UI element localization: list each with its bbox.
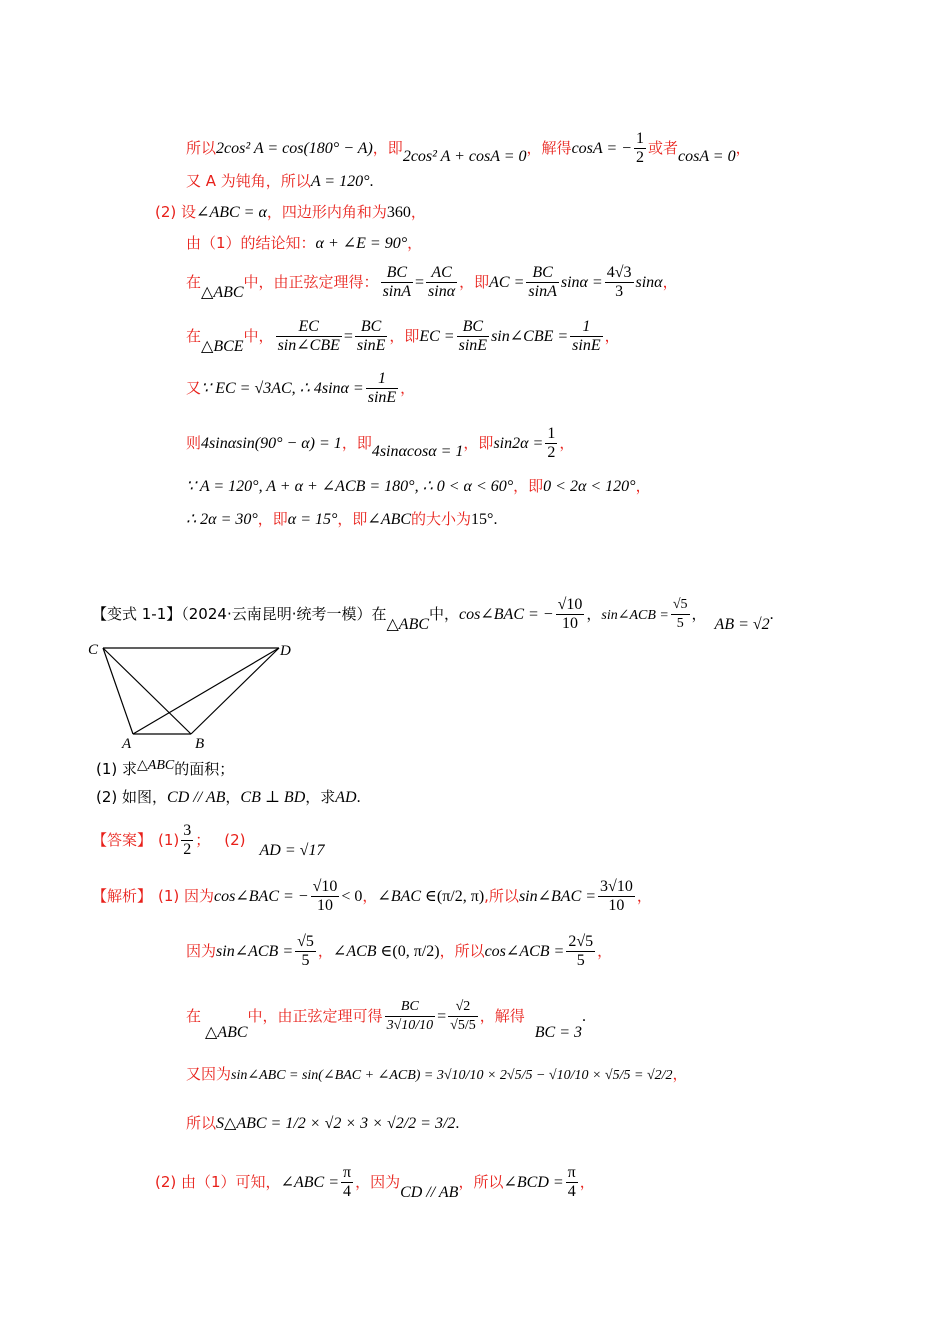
text: .: [769, 606, 774, 623]
formula: CB ⊥ BD: [240, 789, 306, 806]
formula: EC =: [419, 328, 455, 345]
formula: ∠BCD =: [503, 1174, 564, 1191]
formula: AB = √2: [714, 616, 770, 633]
fraction: $\frac{√5}{5}$: [297, 933, 314, 969]
fraction: $\frac{2√5}{5}$: [568, 933, 594, 969]
text: ，: [604, 327, 620, 345]
point-label-a: A: [122, 736, 132, 752]
analysis-line1: [92, 878, 652, 915]
text: 又因为: [186, 1065, 232, 1083]
formula: sin∠ACB =: [601, 608, 669, 623]
formula: ∴ 2α = 30°: [186, 511, 258, 528]
text: ，: [407, 234, 423, 252]
text: ，解得: [479, 1007, 525, 1025]
text: 中，由正弦定理得：: [243, 273, 379, 291]
formula: △ABC: [201, 284, 244, 301]
number: 360: [386, 204, 411, 221]
formula: cos∠ACB =: [484, 943, 565, 960]
text: ，: [362, 887, 378, 905]
segment-ad: [133, 648, 279, 734]
fraction: $\frac{1}{2}$: [547, 425, 556, 461]
point-label-c: C: [88, 642, 99, 658]
part2-line1: [155, 202, 426, 223]
text: (2) 设: [155, 203, 197, 221]
part2-line5: [186, 370, 415, 407]
point-label-b: B: [195, 736, 205, 752]
text: 在: [186, 327, 202, 345]
formula: < 0: [341, 888, 363, 905]
formula: AC =: [489, 274, 525, 291]
formula: 2cos² A + cosA = 0: [402, 148, 527, 165]
text: 中，: [243, 327, 274, 345]
part2-line8: [186, 509, 497, 530]
text: 又: [186, 379, 202, 397]
formula: △ABC: [386, 616, 430, 633]
fraction: $\frac{AC}{\sin\alpha}$: [428, 264, 456, 300]
text: (1) 求: [96, 760, 138, 778]
fraction: $\frac{3√10}{10}$: [600, 878, 633, 914]
text: ，: [636, 887, 652, 905]
fraction: $\frac{BC}{3√10/10}$: [386, 999, 434, 1033]
text: 的大小为: [411, 510, 472, 528]
formula: A = 120°: [310, 173, 370, 190]
segment-ca: [103, 648, 133, 734]
formula: cos∠BAC = −: [214, 888, 309, 905]
formula: (π/2, π): [436, 888, 485, 905]
text: (2) 如图，: [96, 788, 168, 806]
text: .: [493, 511, 498, 528]
text: ，即: [459, 273, 490, 291]
part2-line6: [186, 425, 574, 462]
part2-line3: 在△ABC中，由正弦定理得： $\frac{BC}{\sin A}$ = $\frac{AC}{\sin\alpha}$ ，即AC = $\frac{BC}{\sin A}$ sinα = $\frac{4√3}{3}$ sinα，: [186, 264, 678, 301]
text: 则: [186, 434, 202, 452]
fraction: $\frac{√5}{5}$: [672, 597, 688, 631]
formula: CD // AB: [400, 1184, 459, 1201]
text: .: [455, 1115, 460, 1132]
fraction: $\frac{\pi}{4}$: [342, 1164, 352, 1200]
text: ,所以: [484, 887, 519, 905]
formula: sin∠ACB =: [216, 943, 294, 960]
formula: cosA = −: [571, 140, 632, 157]
fraction: $\frac{3}{2}$: [183, 822, 192, 858]
text: 在: [186, 273, 202, 291]
text: 由（1）的结论知：: [186, 234, 316, 252]
text: ；: [195, 831, 211, 849]
formula: 4sinαcosα = 1: [371, 443, 464, 460]
text: 因为: [186, 942, 217, 960]
formula: sin2α =: [493, 435, 544, 452]
part1-line1: [186, 130, 751, 167]
text: .: [369, 173, 374, 190]
part2-line7: [186, 476, 651, 497]
formula: sin∠BAC =: [518, 888, 597, 905]
fraction: $\frac{BC}{\sin E}$: [356, 318, 386, 354]
text: ，: [691, 605, 707, 623]
formula: AD = √17: [259, 842, 325, 859]
text: ，: [559, 434, 575, 452]
text: ，所以: [458, 1173, 504, 1191]
formula: sinα: [635, 274, 663, 291]
formula: AD: [335, 789, 357, 806]
formula: 0 < 2α < 120°: [543, 478, 636, 495]
answer-line: [92, 822, 324, 859]
text: 或者: [647, 139, 678, 157]
fraction: $\frac{EC}{\text{sin∠CBE}}$: [277, 318, 340, 354]
point-label-d: D: [280, 643, 291, 659]
formula: sinα =: [560, 274, 603, 291]
text: ，: [735, 139, 751, 157]
analysis-line2: [186, 933, 612, 970]
analysis-line4: [186, 1064, 688, 1086]
formula: △ABC: [205, 1024, 248, 1041]
text: ，: [635, 477, 651, 495]
formula: ∠ABC = α: [196, 204, 267, 221]
fraction: $\frac{1}{\sin E}$: [572, 318, 601, 354]
formula: 4sinαsin(90° − α) = 1: [201, 435, 342, 452]
text: 中，由正弦定理可得: [247, 1007, 383, 1025]
text: ，因为: [355, 1173, 401, 1191]
formula: BC = 3: [534, 1024, 583, 1041]
variant-question-2: [96, 787, 361, 808]
formula: =: [437, 1008, 447, 1025]
variant-label: 【变式 1-1】（2024·云南昆明·统考一模）在: [92, 605, 387, 623]
fraction: $\frac{1}{\sin E}$: [367, 370, 397, 406]
geometry-figure: [85, 638, 305, 753]
formula: ∵ EC = √3AC, ∴ 4sinα =: [201, 380, 364, 397]
text: .: [356, 789, 361, 806]
formula: S△ABC = 1/2 × √2 × 3 × √2/2 = 3/2: [216, 1115, 456, 1132]
text: ，即: [341, 434, 372, 452]
text: ，: [410, 203, 426, 221]
text: 中，: [429, 605, 460, 623]
formula: 2cos² A = cos(180° − A): [216, 140, 373, 157]
variant-question-1: [96, 759, 234, 781]
analysis-line5: [186, 1113, 459, 1134]
analysis-line3: [186, 998, 587, 1041]
fraction: $\frac{√2}{√5/5}$: [450, 999, 476, 1033]
text: (2): [224, 831, 246, 849]
text: ，即: [337, 510, 368, 528]
text: ，: [586, 605, 602, 623]
text: 所以: [186, 1114, 217, 1132]
formula: ∠ACB ∈: [332, 943, 393, 960]
text: ，四边形内角和为: [266, 203, 387, 221]
text: ，即: [463, 434, 494, 452]
text: ，: [225, 788, 241, 806]
text: ，解得: [526, 139, 572, 157]
answer-label: 【答案】: [92, 831, 153, 849]
formula: ∠ABC: [367, 511, 412, 528]
fraction: $\frac{BC}{\sin A}$: [528, 264, 557, 300]
formula: cos∠BAC = −: [459, 606, 554, 623]
formula: ∠BAC ∈: [377, 888, 437, 905]
number: 15°: [471, 511, 494, 528]
text: 又 A 为钝角，所以: [186, 172, 311, 190]
fraction: $\frac{√10}{10}$: [312, 878, 338, 914]
segment-bd: [191, 648, 279, 734]
formula: sin∠ABC = sin(∠BAC + ∠ACB) = 3√10/10 × 2√5/5 − √10/10 × √5/5 = √2/2: [231, 1068, 673, 1083]
formula: △BCE: [201, 338, 244, 355]
formula: ∠ABC =: [280, 1174, 339, 1191]
text: 的面积；: [174, 760, 235, 778]
formula: ∵ A = 120°, A + α + ∠ACB = 180°, ∴ 0 < α < 60°: [186, 478, 514, 495]
analysis-label: 【解析】: [92, 887, 153, 905]
formula: △ABC: [137, 758, 175, 773]
variant-header: [92, 596, 774, 633]
text: ，: [400, 379, 416, 397]
fraction: $\frac{BC}{\sin A}$: [382, 264, 412, 300]
formula: cosA = 0: [677, 148, 736, 165]
formula: α = 15°: [287, 511, 338, 528]
text: ，: [597, 942, 613, 960]
text: ，即: [513, 477, 544, 495]
text: ，即: [389, 327, 420, 345]
formula: CD // AB: [167, 789, 226, 806]
text: ，求: [305, 788, 336, 806]
part1-line2: [186, 171, 374, 192]
text: ，: [579, 1173, 595, 1191]
fraction: $\frac{√10}{10}$: [557, 596, 583, 632]
text: (1): [158, 831, 180, 849]
formula: sin∠CBE =: [491, 328, 569, 345]
text: 所以: [186, 139, 217, 157]
segment-cb: [103, 648, 191, 734]
text: ，即: [257, 510, 288, 528]
part2-line4: 在△BCE中， $\frac{EC}{\text{sin∠CBE}}$ = $\frac{BC}{\sin E}$ ，即EC = $\frac{BC}{\sin E}$ sin∠CBE = $\frac{1}{\sin E}$ ，: [186, 318, 620, 355]
text: ，即: [372, 139, 403, 157]
fraction: $\frac{\pi}{4}$: [567, 1164, 576, 1200]
fraction: $\frac{1}{2}$: [635, 130, 644, 166]
part2-line2: [186, 233, 422, 254]
text: 在: [186, 1007, 202, 1025]
text: ，: [317, 942, 333, 960]
text: .: [582, 1008, 587, 1025]
text: ，: [672, 1065, 688, 1083]
text: (2) 由（1）可知，: [155, 1173, 281, 1191]
fraction: $\frac{4√3}{3}$: [606, 264, 632, 300]
formula: α + ∠E = 90°: [315, 235, 408, 252]
fraction: $\frac{BC}{\sin E}$: [458, 318, 488, 354]
formula: (0, π/2): [392, 943, 440, 960]
text: ，: [662, 273, 678, 291]
text: (1) 因为: [158, 887, 215, 905]
analysis-line6: [155, 1164, 595, 1201]
text: ，所以: [439, 942, 485, 960]
